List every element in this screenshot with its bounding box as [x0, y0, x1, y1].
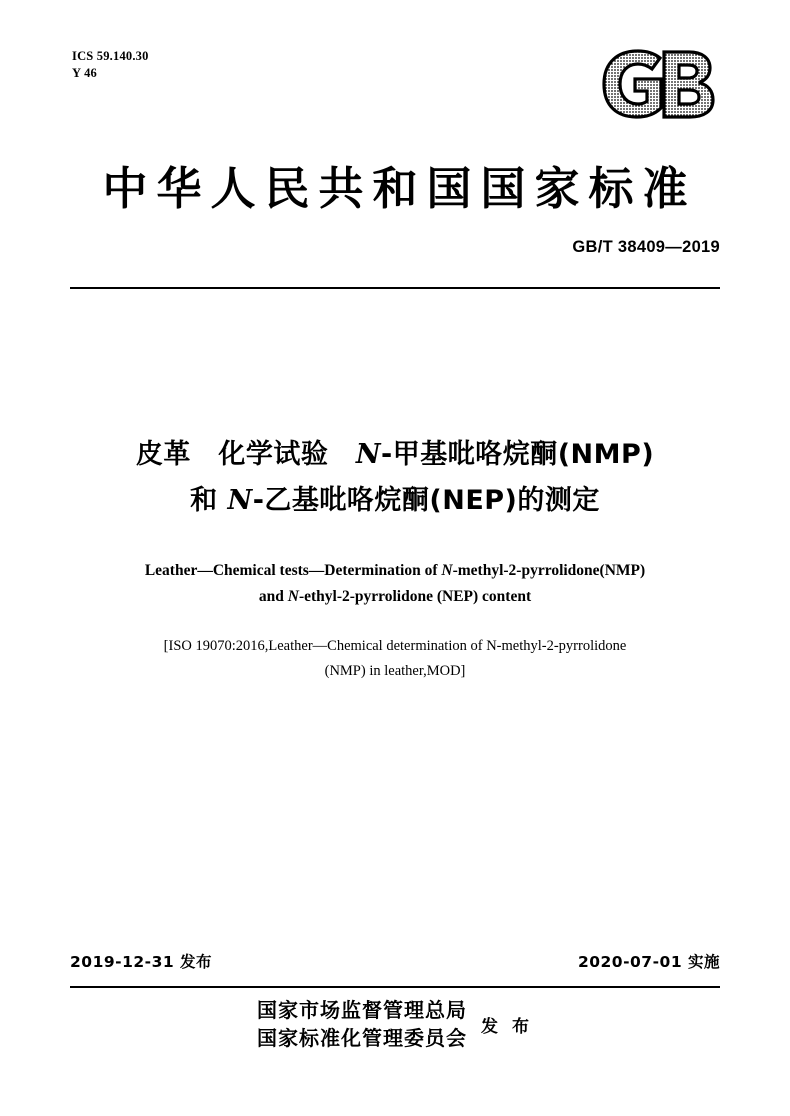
publish-word: 发 布: [481, 1016, 533, 1037]
iso-correspondence-note: [70, 634, 720, 684]
en-title-1-italic: N: [441, 562, 453, 579]
chinese-title-line-1: [0, 432, 790, 478]
en-title-2b: -ethyl-2-pyrrolidone (NEP) content: [298, 588, 532, 605]
page-title: 中华人民共和国国家标准: [102, 162, 697, 215]
chinese-title-line-2: [0, 478, 790, 524]
english-title: [0, 558, 790, 610]
publisher-block: [0, 996, 790, 1052]
cn-title-1b: -甲基吡咯烷酮(NMP): [381, 439, 655, 470]
standard-number: GB/T 38409—2019: [572, 238, 720, 256]
cn-title-2b: -乙基吡咯烷酮(NEP)的测定: [252, 485, 600, 516]
classification-code: Y 46: [72, 66, 97, 80]
cn-title-2a: 和: [190, 485, 228, 516]
cn-title-1a: 皮革 化学试验: [135, 439, 356, 470]
header-divider: [70, 287, 720, 289]
cn-title-2-italic: N: [227, 485, 253, 516]
iso-note-line-1: [ISO 19070:2016,Leather—Chemical determination of N-methyl-2-pyrrolidone: [163, 638, 627, 654]
publisher-names: [257, 996, 467, 1052]
english-title-line-1: [0, 558, 790, 584]
en-title-2a: and: [258, 588, 288, 605]
effective-date: 2020-07-01 实施: [577, 953, 720, 971]
en-title-1b: -methyl-2-pyrrolidone(NMP): [452, 562, 646, 579]
english-title-line-2: [0, 584, 790, 610]
dates-row: [70, 950, 720, 974]
publisher-name-line-1: 国家市场监督管理总局: [257, 998, 468, 1022]
iso-note-line-2: (NMP) in leather,MOD]: [324, 663, 466, 679]
ics-code: ICS 59.140.30: [72, 49, 149, 63]
footer-divider: [70, 986, 720, 988]
en-title-1a: Leather—Chemical tests—Determination of: [144, 562, 442, 579]
en-title-2-italic: N: [287, 588, 299, 605]
issue-date: 2019-12-31 发布: [70, 953, 213, 971]
ics-classification-block: [72, 48, 149, 82]
publisher-name-line-2: 国家标准化管理委员会: [257, 1026, 468, 1050]
chinese-title: [0, 432, 790, 524]
gb-logo-icon: [560, 48, 720, 120]
cn-title-1-italic: N: [355, 439, 382, 470]
